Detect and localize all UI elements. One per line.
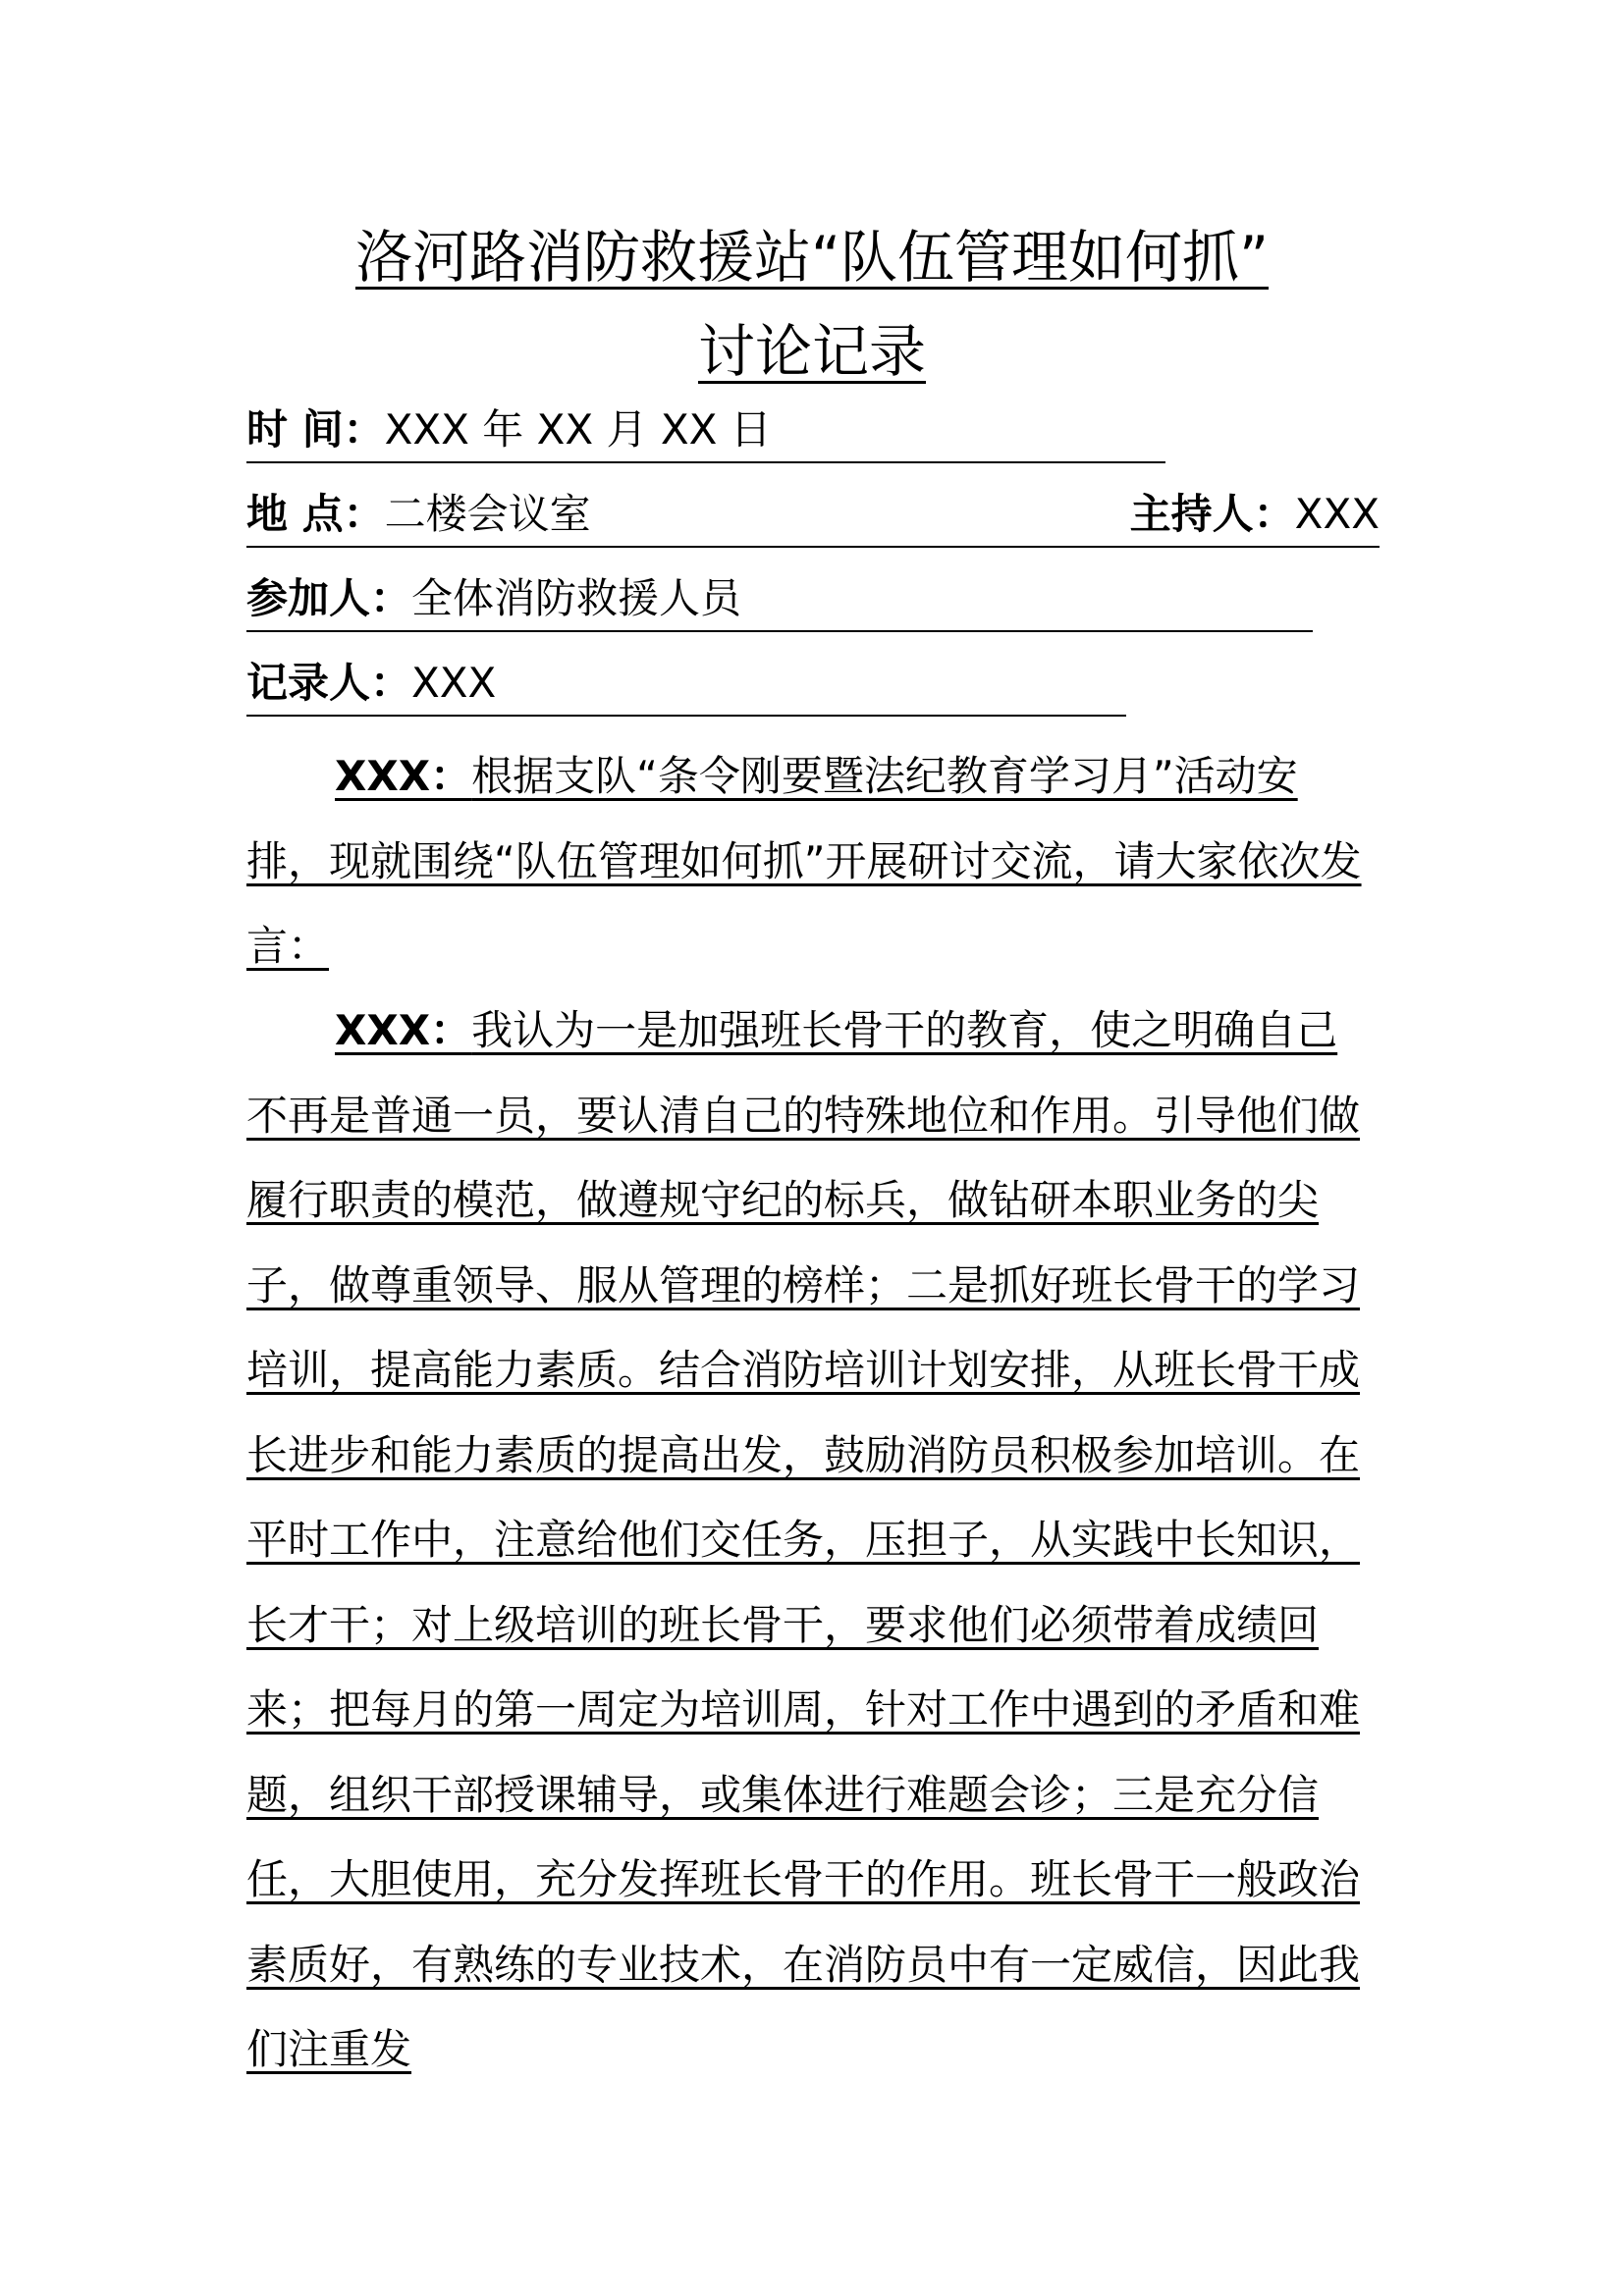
- participants-label: 参加人：: [246, 574, 412, 622]
- meta-participants-row: [246, 569, 1313, 632]
- recorder-label: 记录人：: [246, 659, 412, 707]
- speaker-name: XXX：: [335, 752, 472, 800]
- discussion-paragraph: [246, 734, 1366, 989]
- document-title-line-1: 洛河路消防救援站“队伍管理如何抓”: [354, 224, 1270, 291]
- discussion-paragraph: [246, 988, 1366, 2093]
- meta-place-row: [246, 485, 1380, 548]
- time-value: XXX 年 XX 月 XX 日: [384, 405, 772, 454]
- host-value: XXX: [1294, 490, 1380, 538]
- paragraph-text: 根据支队“条令刚要暨法纪教育学习月”活动安排，现就围绕“队伍管理如何抓”开展研讨交流，请大家依次发言：: [246, 752, 1362, 970]
- host-label: 主持人：: [1129, 490, 1295, 538]
- paragraph-text: 我认为一是加强班长骨干的教育，使之明确自己不再是普通一员，要认清自己的特殊地位和作用。引导他们做履行职责的模范，做遵规守纪的标兵，做钻研本职业务的尖子，做尊重领导、服从管理的榜样；二是抓好班长骨干的学习培训，提高能力素质。结合消防培训计划安排，从班长骨干成长进步和能力素质的提高出发，鼓励消防员积极参加培训。在平时工作中，注意给他们交任务，压担子，从实践中长知识，长才干；对上级培训的班长骨干，要求他们必须带着成绩回来；把每月的第一周定为培训周，针对工作中遇到的矛盾和难题，组织干部授课辅导，或集体进行难题会诊；三是充分信任，大胆使用，充分发挥班长骨干的作用。班长骨干一般政治素质好，有熟练的专业技术，在消防员中有一定威信，因此我们注重发: [246, 1006, 1361, 2073]
- host-field: [1130, 485, 1380, 544]
- meta-recorder-row: [246, 654, 1126, 717]
- time-label: 时 间：: [246, 405, 385, 454]
- participants-value: 全体消防救援人员: [411, 574, 742, 622]
- document-title-line-2: 讨论记录: [697, 318, 926, 385]
- meta-time-row: [246, 400, 1165, 463]
- speaker-name: XXX：: [335, 1006, 472, 1054]
- place-value: 二楼会议室: [384, 490, 591, 538]
- recorder-value: XXX: [411, 659, 497, 707]
- place-label: 地 点：: [246, 490, 385, 538]
